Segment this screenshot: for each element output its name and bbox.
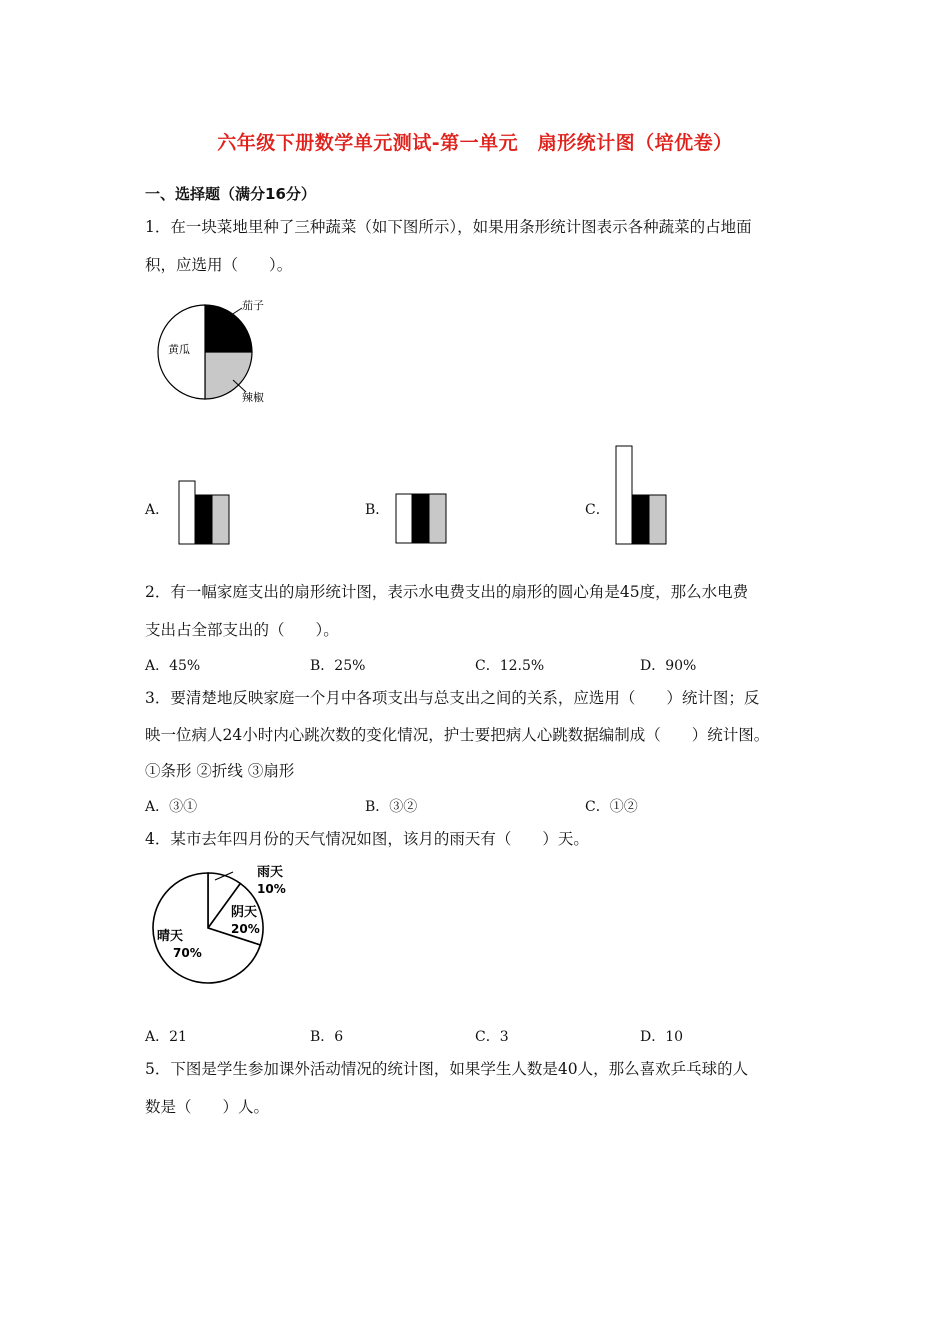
q5-text-line1: 5．下图是学生参加课外活动情况的统计图，如果学生人数是40人，那么喜欢乒乓球的人 [145,1060,749,1078]
q1-option-a[interactable]: A． [145,502,170,518]
q1-label-pepper: 辣椒 [242,391,264,404]
q4-label-cloudy: 阴天 [231,905,258,920]
q4-label-rain: 雨天 [257,865,284,880]
q1-option-a-bars[interactable] [178,480,232,546]
q2-text-line1: 2．有一幅家庭支出的扇形统计图，表示水电费支出的扇形的圆心角是45度，那么水电费 [145,583,749,601]
bar-eggplant [632,495,649,544]
q4-option-a[interactable]: A．21 [145,1029,187,1045]
q1-option-b-bars[interactable] [395,493,449,545]
page-title: 六年级下册数学单元测试-第一单元 扇形统计图（培优卷） [217,132,733,154]
q2-option-b[interactable]: B．25% [310,658,366,674]
bar-pepper [429,494,446,543]
q3-option-b[interactable]: B．③② [365,799,418,815]
q2-option-c[interactable]: C．12.5% [475,658,545,674]
q1-text-line2: 积，应选用（ ）。 [145,256,293,274]
q4-label-rain-pct: 10% [257,882,286,896]
q1-label-cucumber: 黄瓜 [168,343,190,356]
q4-label-cloudy-pct: 20% [231,922,260,936]
q3-text-line2: 映一位病人24小时内心跳次数的变化情况，护士要把病人心跳数据编制成（ ）统计图。 [145,726,770,744]
q1-slice-eggplant [205,305,252,352]
bar-cucumber [396,494,412,543]
q3-option-a[interactable]: A．③① [145,799,198,815]
q4-pie-chart [145,860,295,990]
q1-text-line1: 1．在一块菜地里种了三种蔬菜（如下图所示），如果用条形统计图表示各种蔬菜的占地面 [145,218,752,236]
section-heading: 一、选择题（满分16分） [145,185,316,203]
q4-label-sunny: 晴天 [157,929,184,944]
q2-text-line2: 支出占全部支出的（ ）。 [145,621,339,639]
q3-text-line1: 3．要清楚地反映家庭一个月中各项支出与总支出之间的关系，应选用（ ）统计图；反 [145,689,760,707]
q1-option-b[interactable]: B． [365,502,390,518]
bar-eggplant [195,495,212,544]
bar-pepper [212,495,229,544]
q2-option-a[interactable]: A．45% [145,658,201,674]
q1-option-c-bars[interactable] [615,445,669,546]
q5-text-line2: 数是（ ）人。 [145,1098,270,1116]
q1-option-c[interactable]: C． [585,502,610,518]
q2-option-d[interactable]: D．90% [640,658,697,674]
bar-eggplant [412,494,429,543]
q4-option-c[interactable]: C．3 [475,1029,509,1045]
bar-cucumber [616,446,632,544]
q1-pie-chart [150,295,280,410]
q3-text-line3: ①条形 ②折线 ③扇形 [145,762,295,780]
q1-label-eggplant: 茄子 [242,299,264,312]
bar-cucumber [179,481,195,544]
q3-option-c[interactable]: C．①② [585,799,638,815]
q4-label-sunny-pct: 70% [173,946,202,960]
bar-pepper [649,495,666,544]
q4-option-d[interactable]: D．10 [640,1029,684,1045]
q4-option-b[interactable]: B．6 [310,1029,344,1045]
q4-text-line1: 4．某市去年四月份的天气情况如图，该月的雨天有（ ）天。 [145,830,589,848]
